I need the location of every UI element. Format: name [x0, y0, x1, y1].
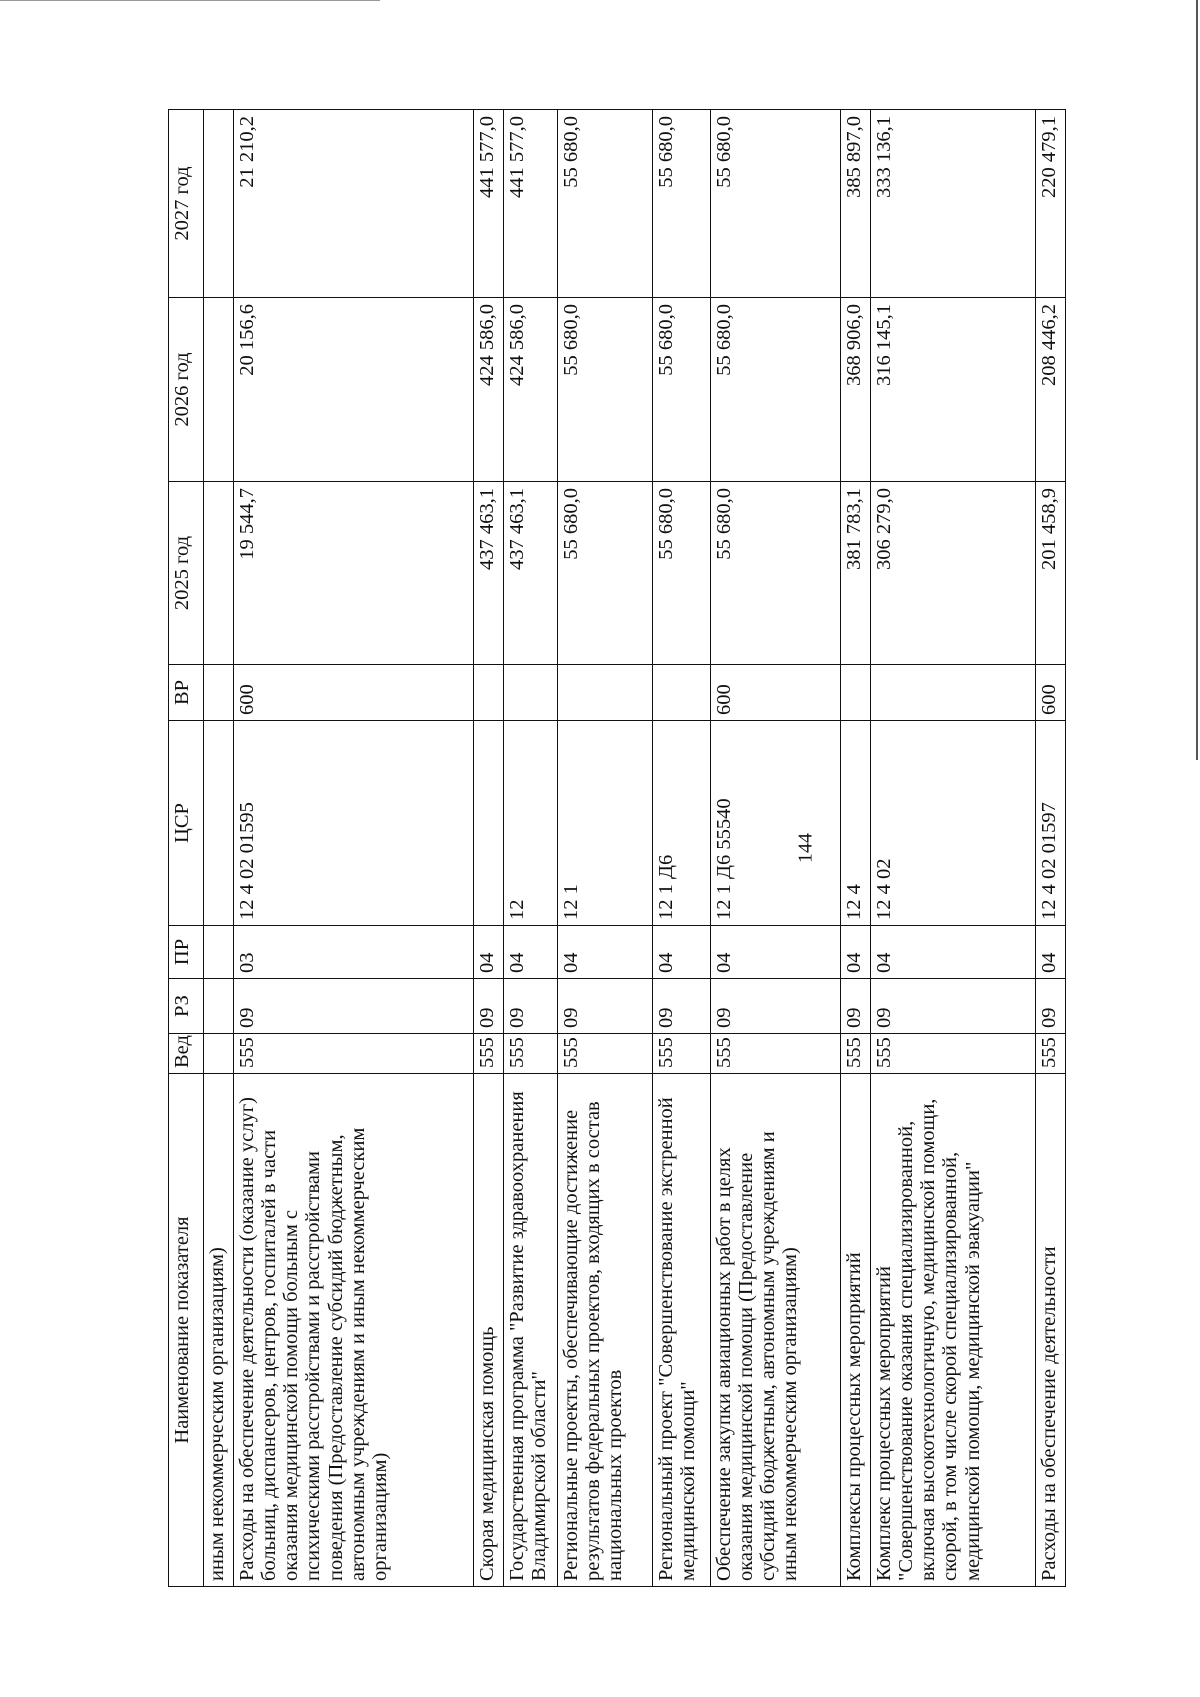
cell-ved: 555 [711, 1034, 841, 1074]
table-row [841, 110, 871, 1587]
cell-rz: 09 [653, 979, 711, 1034]
cell-pr [204, 926, 234, 979]
rotated-table-container [168, 110, 1186, 1587]
cell-2027: 220 479,1 [1036, 110, 1066, 298]
cell-pr: 04 [474, 926, 504, 979]
cell-vr [841, 665, 871, 721]
cell-ved: 555 [474, 1034, 504, 1074]
cell-2025: 437 463,1 [474, 482, 504, 665]
cell-2026: 55 680,0 [653, 298, 711, 482]
header-name: Наименование показателя [169, 1074, 204, 1587]
cell-csr [204, 721, 234, 926]
cell-csr: 12 4 02 01595 [234, 721, 474, 926]
cell-2026: 55 680,0 [711, 298, 841, 482]
cell-name: Региональные проекты, обеспечивающие достижение результатов федеральных проектов, входящих в состав национальных проектов [558, 1074, 653, 1587]
cell-csr: 12 1 Д6 [653, 721, 711, 926]
table-row [204, 110, 234, 1587]
cell-2027: 385 897,0 [841, 110, 871, 298]
header-vr: ВР [169, 665, 204, 721]
cell-pr: 04 [841, 926, 871, 979]
cell-pr: 03 [234, 926, 474, 979]
cell-2026: 424 586,0 [504, 298, 558, 482]
cell-ved: 555 [841, 1034, 871, 1074]
cell-name: Расходы на обеспечение деятельности (оказание услуг) больниц, диспансеров, центров, госпиталей в части оказания медицинской помощи больным с психическими расстройствами и расстройствами поведения (Предоставление субсидий бюджетным, автономным учреждениям и иным некоммерческим организациям) [234, 1074, 474, 1587]
table-row [711, 110, 841, 1587]
cell-2026: 424 586,0 [474, 298, 504, 482]
cell-rz: 09 [871, 979, 1036, 1034]
cell-rz: 09 [504, 979, 558, 1034]
cell-2027: 55 680,0 [653, 110, 711, 298]
cell-2025: 55 680,0 [558, 482, 653, 665]
cell-rz: 09 [474, 979, 504, 1034]
cell-csr: 12 1 Д6 55540 [711, 721, 841, 926]
cell-2025: 55 680,0 [653, 482, 711, 665]
cell-pr: 04 [504, 926, 558, 979]
scan-edge-line [1196, 0, 1198, 760]
cell-ved: 555 [504, 1034, 558, 1074]
table-row [871, 110, 1036, 1587]
cell-csr: 12 4 02 01597 [1036, 721, 1066, 926]
cell-pr: 04 [558, 926, 653, 979]
table-row [234, 110, 474, 1587]
cell-2027: 55 680,0 [711, 110, 841, 298]
cell-vr [871, 665, 1036, 721]
cell-csr: 12 4 02 [871, 721, 1036, 926]
cell-name: Комплекс процессных мероприятий "Совершенствование оказания специализированной, включая высокотехнологичную, медицинской помощи, скорой, в том числе скорой специализированной, медицинской помощи, медицинской эвакуации" [871, 1074, 1036, 1587]
cell-ved: 555 [871, 1034, 1036, 1074]
cell-csr: 12 1 [558, 721, 653, 926]
cell-vr [558, 665, 653, 721]
cell-name: Расходы на обеспечение деятельности [1036, 1074, 1066, 1587]
cell-name: Скорая медицинская помощь [474, 1074, 504, 1587]
table-row [558, 110, 653, 1587]
cell-2026: 20 156,6 [234, 298, 474, 482]
cell-vr [653, 665, 711, 721]
table-row [653, 110, 711, 1587]
cell-2026 [204, 298, 234, 482]
cell-2026: 316 145,1 [871, 298, 1036, 482]
table-row [474, 110, 504, 1587]
cell-ved: 555 [1036, 1034, 1066, 1074]
cell-2027: 441 577,0 [504, 110, 558, 298]
header-2026: 2026 год [169, 298, 204, 482]
cell-ved: 555 [558, 1034, 653, 1074]
table-row [504, 110, 558, 1587]
cell-name: Комплексы процессных мероприятий [841, 1074, 871, 1587]
cell-2026: 368 906,0 [841, 298, 871, 482]
header-2027: 2027 год [169, 110, 204, 298]
cell-pr: 04 [711, 926, 841, 979]
cell-name: Обеспечение закупки авиационных работ в целях оказания медицинской помощи (Предоставление субсидий бюджетным, автономным учреждениям и иным некоммерческим организациям) [711, 1074, 841, 1587]
cell-vr: 600 [711, 665, 841, 721]
page-number: 144 [794, 833, 817, 863]
cell-2025 [204, 482, 234, 665]
cell-rz: 09 [841, 979, 871, 1034]
cell-vr: 600 [234, 665, 474, 721]
cell-2025: 306 279,0 [871, 482, 1036, 665]
cell-ved: 555 [234, 1034, 474, 1074]
cell-rz: 09 [1036, 979, 1066, 1034]
cell-2026: 55 680,0 [558, 298, 653, 482]
cell-vr [204, 665, 234, 721]
cell-2026: 208 446,2 [1036, 298, 1066, 482]
cell-name: Региональный проект "Совершенствование экстренной медицинской помощи" [653, 1074, 711, 1587]
cell-ved: 555 [653, 1034, 711, 1074]
header-2025: 2025 год [169, 482, 204, 665]
cell-rz: 09 [558, 979, 653, 1034]
table-row [1036, 110, 1066, 1587]
cell-2025: 201 458,9 [1036, 482, 1066, 665]
cell-2027: 21 210,2 [234, 110, 474, 298]
cell-csr [474, 721, 504, 926]
cell-name: Государственная программа "Развитие здравоохранения Владимирской области" [504, 1074, 558, 1587]
cell-2027: 55 680,0 [558, 110, 653, 298]
cell-rz [204, 979, 234, 1034]
header-rz: РЗ [169, 979, 204, 1034]
scan-top-line [0, 0, 380, 1]
header-csr: ЦСР [169, 721, 204, 926]
cell-rz: 09 [234, 979, 474, 1034]
cell-name: иным некоммерческим организациям) [204, 1074, 234, 1587]
cell-2027 [204, 110, 234, 298]
cell-2027: 333 136,1 [871, 110, 1036, 298]
cell-csr: 12 [504, 721, 558, 926]
cell-2025: 55 680,0 [711, 482, 841, 665]
cell-ved [204, 1034, 234, 1074]
cell-pr: 04 [1036, 926, 1066, 979]
cell-2027: 441 577,0 [474, 110, 504, 298]
cell-vr: 600 [1036, 665, 1066, 721]
cell-2025: 19 544,7 [234, 482, 474, 665]
cell-vr [474, 665, 504, 721]
budget-table [168, 109, 1066, 1587]
cell-pr: 04 [653, 926, 711, 979]
cell-2025: 437 463,1 [504, 482, 558, 665]
cell-2025: 381 783,1 [841, 482, 871, 665]
cell-vr [504, 665, 558, 721]
cell-rz: 09 [711, 979, 841, 1034]
header-pr: ПР [169, 926, 204, 979]
cell-csr: 12 4 [841, 721, 871, 926]
table-header-row [169, 110, 204, 1587]
cell-pr: 04 [871, 926, 1036, 979]
header-ved: Вед [169, 1034, 204, 1074]
